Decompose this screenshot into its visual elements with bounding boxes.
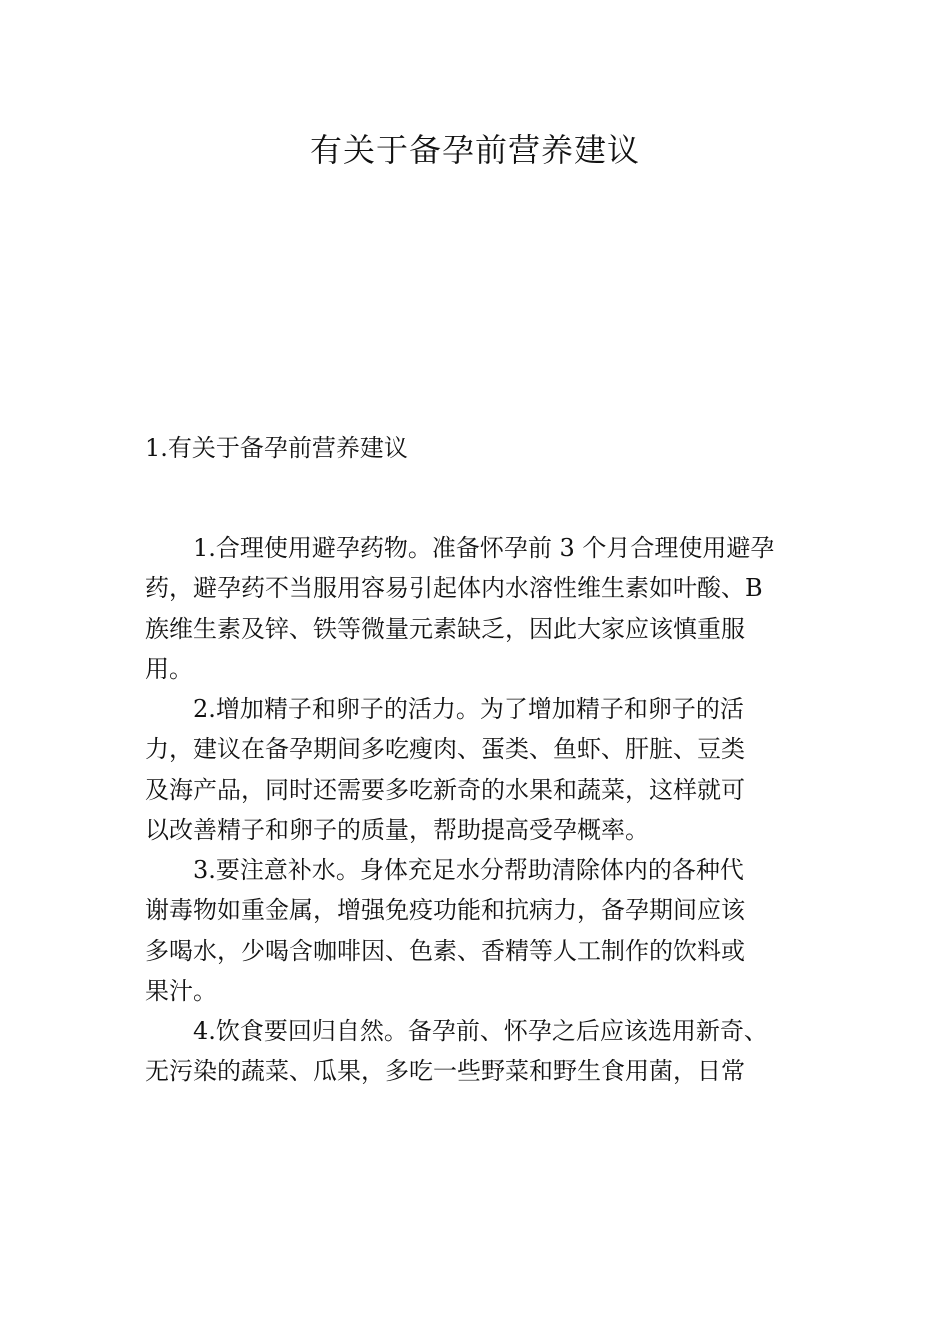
paragraph-line: 果汁。 [145, 976, 217, 1005]
paragraph-line: 以改善精子和卵子的质量，帮助提高受孕概率。 [145, 815, 649, 844]
paragraph-2 [145, 689, 810, 850]
paragraph-line: 药，避孕药不当服用容易引起体内水溶性维生素如叶酸、B [145, 574, 763, 603]
paragraph-1 [145, 528, 810, 689]
paragraph-line: 及海产品，同时还需要多吃新奇的水果和蔬菜，这样就可 [145, 775, 745, 804]
paragraph-line: 力，建议在备孕期间多吃瘦肉、蛋类、鱼虾、肝脏、豆类 [145, 735, 745, 764]
paragraph-line: 1.合理使用避孕药物。准备怀孕前 3 个月合理使用避孕 [193, 534, 775, 562]
paragraph-line: 谢毒物如重金属，增强免疫功能和抗病力，备孕期间应该 [145, 896, 745, 925]
document-title: 有关于备孕前营养建议 [309, 131, 640, 169]
paragraph-line: 用。 [145, 654, 193, 683]
document-body [145, 528, 810, 1092]
section-heading: 1.有关于备孕前营养建议 [145, 434, 408, 462]
paragraph-line: 4.饮食要回归自然。备孕前、怀孕之后应该选用新奇、 [193, 1017, 768, 1045]
paragraph-line: 2.增加精子和卵子的活力。为了增加精子和卵子的活 [193, 695, 744, 723]
paragraph-line: 无污染的蔬菜、瓜果，多吃一些野菜和野生食用菌，日常 [145, 1057, 745, 1086]
paragraph-4 [145, 1011, 810, 1092]
paragraph-3 [145, 850, 810, 1011]
paragraph-line: 3.要注意补水。身体充足水分帮助清除体内的各种代 [193, 856, 744, 884]
paragraph-line: 多喝水，少喝含咖啡因、色素、香精等人工制作的饮料或 [145, 936, 745, 965]
paragraph-line: 族维生素及锌、铁等微量元素缺乏，因此大家应该慎重服 [145, 614, 745, 643]
